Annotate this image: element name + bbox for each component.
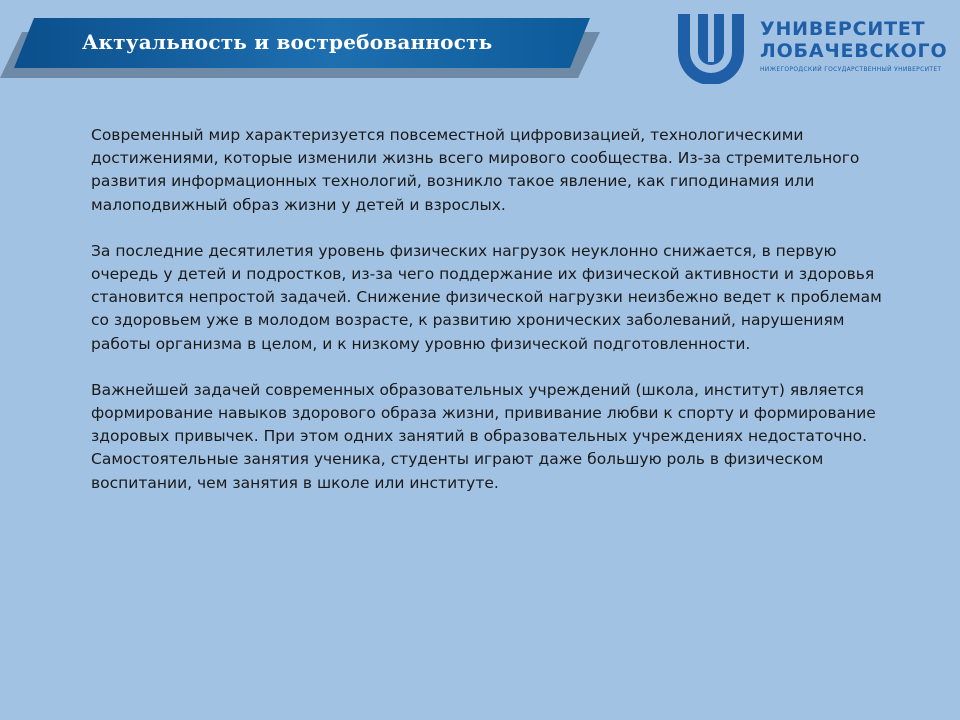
university-logo [672,10,948,90]
paragraph: За последние десятилетия уровень физических нагрузок неуклонно снижается, в первую очередь у детей и подростков, из-за чего поддержание их физической активности и здоровья становится непростой задачей. Снижение физической нагрузки неизбежно ведет к проблемам со здоровьем уже в молодом возрасте, к развитию хронических заболеваний, нарушениям работы организма в целом, и к низкому уровню физической подготовленности. [91,241,882,353]
paragraph: Важнейшей задачей современных образовательных учреждений (школа, институт) является формирование навыков здорового образа жизни, прививание любви к спорту и формирование здоровых привычек. При этом одних занятий в образовательных учреждениях недостаточно. Самостоятельные занятия ученика, студенты играют даже большую роль в физическом воспитании, чем занятия в школе или институте. [91,380,876,492]
university-emblem-icon [672,12,750,84]
paragraph: Современный мир характеризуется повсеместной цифровизацией, технологическими достижениями, которые изменили жизнь всего мирового сообщества. Из-за стремительного развития информационных технологий, возникло такое явление, как гиподинамия или малоподвижный образ жизни у детей и взрослых. [91,126,860,214]
body-text [91,124,891,518]
logo-subtitle: НИЖЕГОРОДСКИЙ ГОСУДАРСТВЕННЫЙ УНИВЕРСИТЕТ [760,66,942,73]
logo-text-line2: ЛОБАЧЕВСКОГО [760,40,948,62]
slide-title: Актуальность и востребованность [82,30,493,54]
logo-text-line1: УНИВЕРСИТЕТ [760,18,926,40]
